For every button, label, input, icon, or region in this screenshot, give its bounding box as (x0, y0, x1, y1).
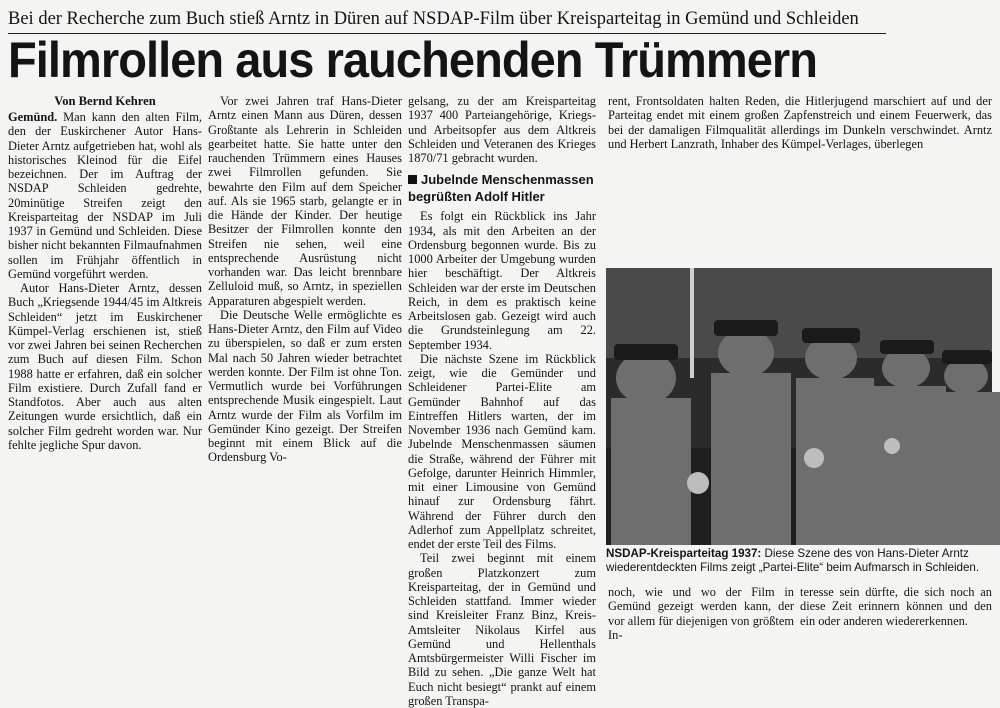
dateline: Gemünd. (8, 110, 58, 124)
byline: Von Bernd Kehren (54, 94, 156, 108)
caption-text: Diese Szene des von Hans-Dieter Arntz wiederentdeckten Films zeigt „Partei-Elite“ beim Aufmarsch in Schleiden. (606, 547, 980, 574)
paragraph: noch, wie und wo der Film in Gemünd gezeigt werden kann, der vor allem für diejenigen von größtem In- (608, 585, 794, 642)
photo-caption (606, 547, 992, 575)
paragraph: Die nächste Szene im Rückblick zeigt, wie die Gemünder und Schleidener Partei-Elite am Gemünder Bahnhof auf das Eintreffen Hitlers warten, der im November 1936 nach Gemünd kam. Jubelnde Menschenmassen säumen die Straße, während der Führer mit Gefolge, darunter Heinrich Himmler, mit einer Limousine von Gemünd hinauf zur Ordensburg fährt. Während der Führer durch den Adlerhof zum Appellplatz schreitet, endet der erste Teil des Films. (408, 351, 596, 551)
column-5 (608, 585, 794, 642)
paragraph: Teil zwei beginnt mit einem großen Platzkonzert zum Kreisparteitag, der in Gemünd und Schleiden stattfand. Immer wieder sind Kreisleiter Franz Binz, Kreis-Amtsleiter Nikolaus Kirfel aus Gemünd und Hellenthals Amtsbürgermeister Willi Fischer im Bild zu sehen. „Die ganze Welt hat Euch nicht besiegt“ prankt auf einem großen Transpa- (408, 551, 596, 708)
paragraph: Die Deutsche Welle ermöglichte es Hans-Dieter Arntz, den Film auf Video zu überspielen, so daß er zum ersten Mal nach 50 Jahren wieder betrachtet werden konnte. Der Film ist ohne Ton. Vermutlich wurde bei Vorführungen entsprechende Musik eingespielt. Laut Arntz wurde der Film als Vorfilm im Gemünder Kino gezeigt. Der Streifen beginnt mit einem Blick auf die Ordensburg Vo- (208, 307, 402, 465)
square-bullet-icon (408, 175, 417, 184)
paragraph: teresse sein dürfte, die sich noch an diese Zeit erinnern können und den ein oder anderen wiedererkennen. (800, 585, 992, 628)
headline: Filmrollen aus rauchenden Trümmern (8, 32, 818, 88)
column-1 (8, 110, 202, 452)
subheading: Jubelnde Menschenmassen begrüßten Adolf Hitler (408, 172, 594, 205)
column-4 (608, 94, 992, 184)
paragraph: rent, Frontsoldaten halten Reden, die Hitlerjugend marschiert auf und der Parteitag endet mit einem großen Zapfenstreich und einem Feuerwerk, das bei der damaligen Filmqualität allerdings im Dunkeln verschwindet. Arntz und Herbert Lanzrath, Inhaber des Kümpel-Verlages, überlegen (608, 94, 992, 151)
kicker: Bei der Recherche zum Buch stieß Arntz in Düren auf NSDAP-Film über Kreisparteitag in Gemünd und Schleiden (8, 9, 859, 29)
paragraph: Es folgt ein Rückblick ins Jahr 1934, als mit den Arbeiten an der Ordensburg begonnen wurde. Bis zu 1000 Arbeiter der Umgebung wurden hier beschäftigt. Der Altkreis Schleiden war der erste im Deutschen Reich, in dem es praktisch keine Arbeitslosen gab. Gezeigt wird auch die Grundsteinlegung am 22. September 1934. (408, 209, 596, 352)
paragraph: Man kann den alten Film, den der Euskirchener Autor Hans-Dieter Arntz aufgetrieben hat, wohl als historisches Kleinod für die Eifel bezeichnen. Der im Auftrag der NSDAP Schleiden gedrehte, 20minütige Streifen zeigt den Kreisparteitag der NSDAP im Juli 1937 in Gemünd und Schleiden. Diese bisher nicht bekannten Filmaufnahmen sollen im Frühjahr öffentlich in Gemünd vorgeführt werden. (8, 110, 202, 281)
column-6 (800, 585, 992, 639)
photo-parade (606, 268, 992, 545)
photo-image (606, 268, 992, 545)
column-2 (208, 94, 402, 465)
paragraph: gelsang, zu der am Kreisparteitag 1937 400 Parteiangehörige, Kriegs- und Arbeitsopfer aus dem Altkreis Schleiden und Veteranen des Krieges 1870/71 gebracht wurden. (408, 94, 596, 165)
column-3 (408, 94, 596, 708)
paragraph: Vor zwei Jahren traf Hans-Dieter Arntz einen Mann aus Düren, dessen Großtante als Lehrerin in Schleiden gearbeitet hatte. Sie hatte unter den rauchenden Trümmern eines Hauses zwei Filmrollen gefunden. Sie bewahrte den Film auf dem Speicher auf. Als sie 1965 starb, gelangte er in die Hände der Kinder. Der heutige Besitzer der Filmrollen konnte den Streifen nie sehen, weil eine entsprechende Ausrüstung nicht vorhanden war. Das leicht brennbare Zelluloid muß, so Arntz, in speziellen Apparaturen abgespielt werden. (208, 94, 402, 308)
paragraph: Autor Hans-Dieter Arntz, dessen Buch „Kriegsende 1944/45 im Altkreis Schleiden“ jetzt im Euskirchener Kümpel-Verlag erschienen ist, stieß vor zwei Jahren bei seinen Recherchen zum Buch auf diesen Film. Schon 1988 hatte er erfahren, daß ein solcher Film existiere. Durch Zufall fand er Standfotos. Aber auch aus alten Zeitungen wurde ersichtlich, daß ein solcher Film gedreht worden war. Nur fehlte jegliche Spur davon. (8, 281, 202, 452)
caption-title: NSDAP-Kreisparteitag 1937: (606, 547, 762, 560)
